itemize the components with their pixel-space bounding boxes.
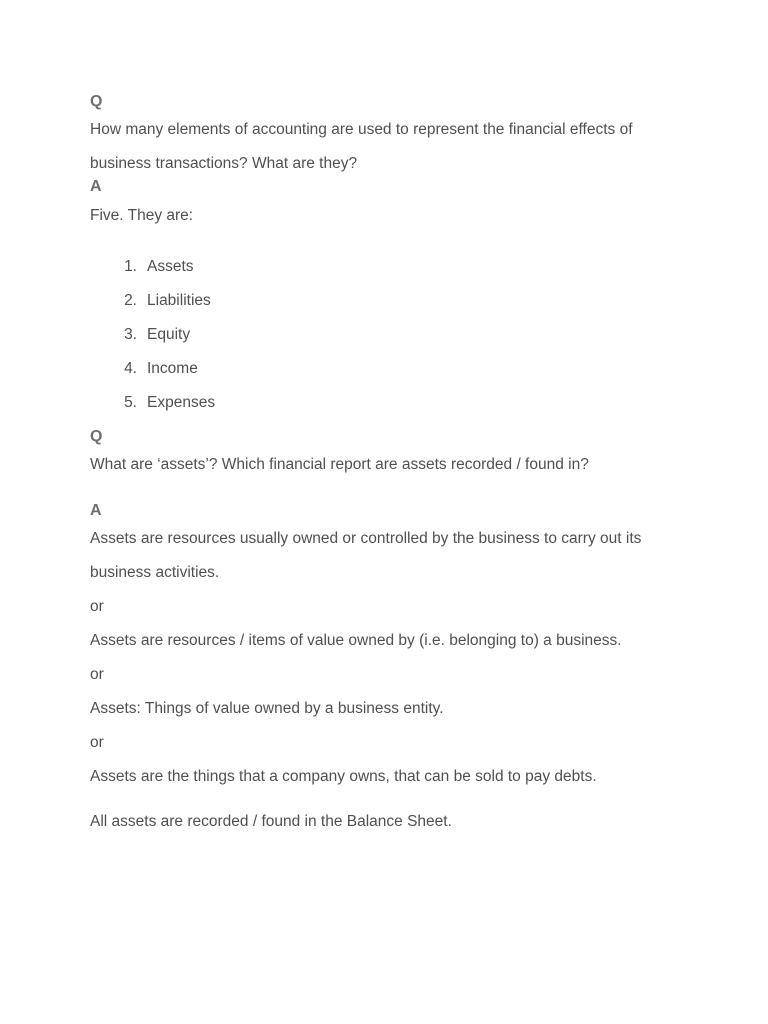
- answer-conclusion: All assets are recorded / found in the Balance Sheet.: [90, 813, 452, 830]
- answer-definition: Assets are resources usually owned or controlled by the business to carry out its business activities.: [90, 530, 642, 581]
- question-text: What are ‘assets’? Which financial report are assets recorded / found in?: [90, 456, 589, 473]
- list-item: [90, 250, 690, 284]
- or-separator: or: [90, 734, 104, 751]
- list-item-text: Expenses: [147, 394, 216, 411]
- list-item-text: Assets: [147, 258, 194, 275]
- elements-list: [90, 250, 690, 420]
- list-item: [90, 284, 690, 318]
- question-text: How many elements of accounting are used to represent the financial effects of business transactions? What are they?: [90, 121, 633, 172]
- list-item-number: 5.: [124, 394, 137, 411]
- question-label: Q: [90, 93, 103, 110]
- list-item-text: Equity: [147, 326, 191, 343]
- or-separator: or: [90, 666, 104, 683]
- list-item: [90, 318, 690, 352]
- list-item-text: Liabilities: [147, 292, 211, 309]
- list-item-number: 1.: [124, 258, 137, 275]
- answer-definition: Assets are the things that a company owns, that can be sold to pay debts.: [90, 768, 597, 785]
- list-item: [90, 386, 690, 420]
- list-item-number: 3.: [124, 326, 137, 343]
- answer-definition: Assets are resources / items of value owned by (i.e. belonging to) a business.: [90, 632, 622, 649]
- or-separator: or: [90, 598, 104, 615]
- answer-definition: Assets: Things of value owned by a business entity.: [90, 700, 444, 717]
- answer-label: A: [90, 502, 102, 519]
- question-label: Q: [90, 428, 103, 445]
- answer-label: A: [90, 178, 102, 195]
- list-item: [90, 352, 690, 386]
- list-item-text: Income: [147, 360, 198, 377]
- document-page: [90, 90, 690, 839]
- answer-intro: Five. They are:: [90, 207, 194, 224]
- list-item-number: 2.: [124, 292, 137, 309]
- list-item-number: 4.: [124, 360, 137, 377]
